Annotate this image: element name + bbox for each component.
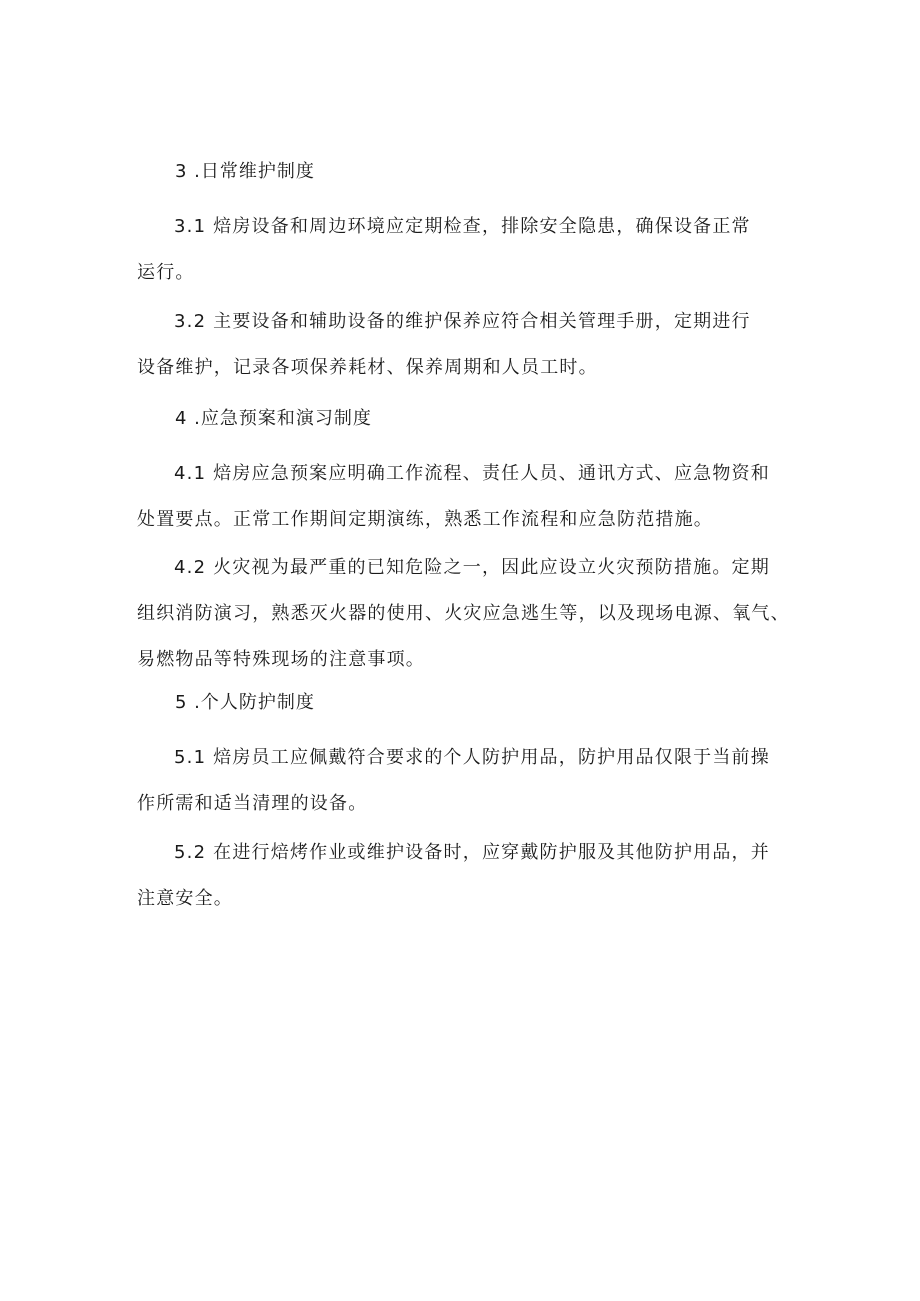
- paragraph-line: 5.2 在进行焙烤作业或维护设备时，应穿戴防护服及其他防护用品，并: [174, 842, 770, 863]
- paragraph-3-1: [137, 204, 797, 296]
- paragraph-line: 3.1 焙房设备和周边环境应定期检查，排除安全隐患，确保设备正常: [174, 216, 751, 237]
- paragraph-line: 4.2 火灾视为最严重的已知危险之一，因此应设立火灾预防措施。定期: [174, 557, 770, 578]
- paragraph-line: 处置要点。正常工作期间定期演练，熟悉工作流程和应急防范措施。: [137, 509, 713, 530]
- paragraph-3-2: [137, 299, 797, 391]
- paragraph-5-2: [137, 830, 797, 922]
- paragraph-line: 运行。: [137, 262, 195, 283]
- section-heading-3: 3 .日常维护制度: [175, 161, 315, 182]
- paragraph-line: 组织消防演习，熟悉灭火器的使用、火灾应急逃生等，以及现场电源、氧气、: [137, 603, 790, 624]
- paragraph-4-1: [137, 451, 797, 543]
- section-heading-5: 5 .个人防护制度: [175, 692, 315, 713]
- paragraph-line: 5.1 焙房员工应佩戴符合要求的个人防护用品，防护用品仅限于当前操: [174, 747, 770, 768]
- paragraph-line: 设备维护，记录各项保养耗材、保养周期和人员工时。: [137, 357, 598, 378]
- paragraph-line: 易燃物品等特殊现场的注意事项。: [137, 649, 425, 670]
- paragraph-line: 4.1 焙房应急预案应明确工作流程、责任人员、通讯方式、应急物资和: [174, 463, 770, 484]
- section-heading-4: 4 .应急预案和演习制度: [175, 408, 372, 429]
- paragraph-line: 作所需和适当清理的设备。: [137, 793, 368, 814]
- paragraph-5-1: [137, 735, 797, 827]
- paragraph-line: 注意安全。: [137, 888, 233, 909]
- paragraph-line: 3.2 主要设备和辅助设备的维护保养应符合相关管理手册，定期进行: [174, 311, 751, 332]
- paragraph-4-2: [137, 545, 797, 683]
